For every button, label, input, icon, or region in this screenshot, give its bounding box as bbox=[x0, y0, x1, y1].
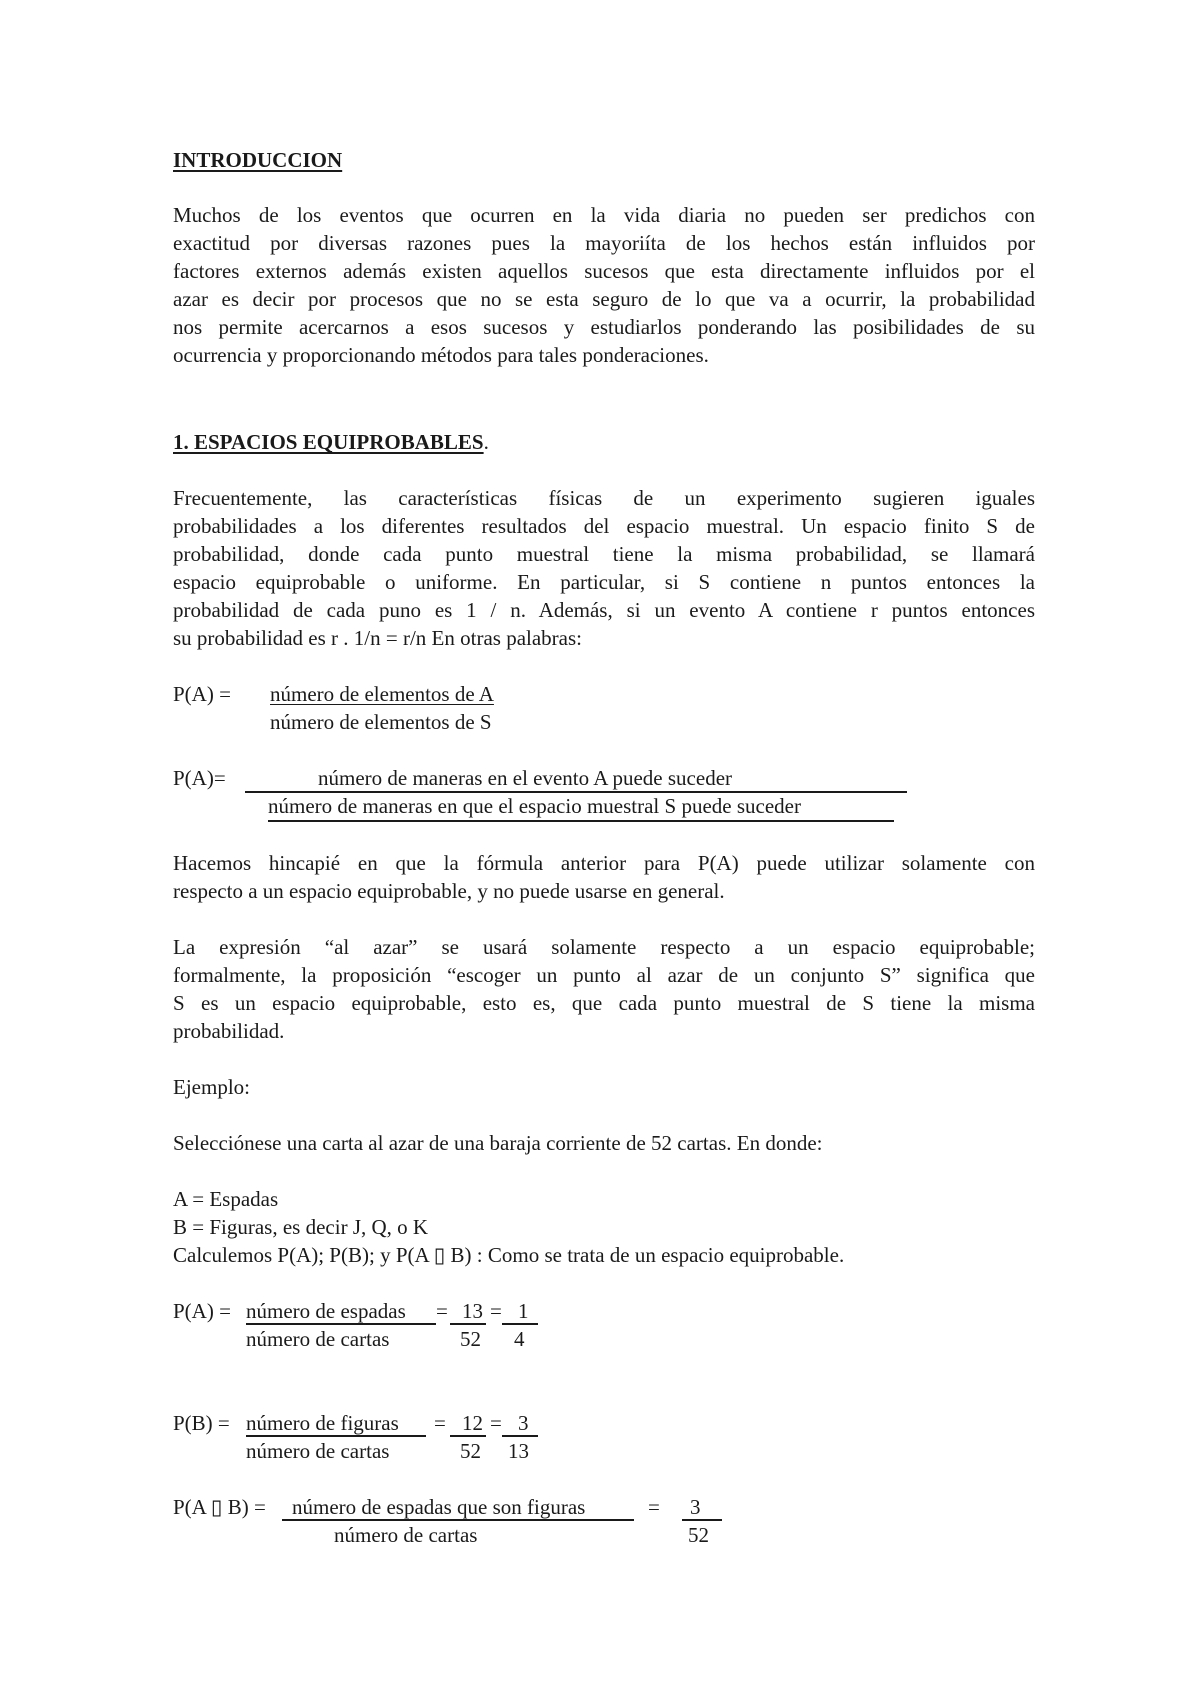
formula1-lhs: P(A) = bbox=[173, 682, 231, 706]
formula1-denominator: número de elementos de S bbox=[270, 710, 492, 734]
formula1-numerator: número de elementos de A bbox=[270, 682, 494, 706]
formula2-denominator-rule bbox=[268, 820, 894, 822]
eq-a-equals-1: = bbox=[436, 1299, 448, 1323]
para3-line-1: La expresión “al azar” se usará solamente respecto a un espacio equiprobable; bbox=[173, 935, 1035, 959]
eq-b-den-simpl: 13 bbox=[508, 1439, 529, 1463]
eq-b-lhs: P(B) = bbox=[173, 1411, 230, 1435]
para1-line-5: probabilidad de cada puno es 1 / n. Además, si un evento A contiene r puntos entonces bbox=[173, 598, 1035, 622]
para3-line-2: formalmente, la proposición “escoger un punto al azar de un conjunto S” significa que bbox=[173, 963, 1035, 987]
eq-b-den-text: número de cartas bbox=[246, 1439, 390, 1463]
eq-b-equals-1: = bbox=[434, 1411, 446, 1435]
para1-line-6: su probabilidad es r . 1/n = r/n En otras palabras: bbox=[173, 626, 582, 650]
eq-ab-num-value: 3 bbox=[690, 1495, 701, 1519]
eq-a-equals-2: = bbox=[490, 1299, 502, 1323]
example-label: Ejemplo: bbox=[173, 1075, 250, 1099]
eq-ab-lhs: P(A ▯ B) = bbox=[173, 1495, 266, 1519]
eq-ab-den-value: 52 bbox=[688, 1523, 709, 1547]
example-intro: Selecciónese una carta al azar de una baraja corriente de 52 cartas. En donde: bbox=[173, 1131, 823, 1155]
eq-a-den-simpl: 4 bbox=[514, 1327, 525, 1351]
formula2-lhs: P(A)= bbox=[173, 766, 226, 790]
hincapie-paragraph bbox=[173, 849, 1035, 905]
eq-ab-num-text: número de espadas que son figuras bbox=[292, 1495, 586, 1519]
eq-a-den-text: número de cartas bbox=[246, 1327, 390, 1351]
para1-line-2: probabilidades a los diferentes resultados del espacio muestral. Un espacio finito S de bbox=[173, 514, 1035, 538]
calc-line: Calculemos P(A); P(B); y P(A ▯ B) : Como se trata de un espacio equiprobable. bbox=[173, 1243, 845, 1267]
eq-b-num-simpl: 3 bbox=[518, 1411, 529, 1435]
eq-b-num-text: número de figuras bbox=[246, 1411, 399, 1435]
section-heading bbox=[173, 428, 489, 456]
intro-line-4: azar es decir por procesos que no se esta seguro de lo que va a ocurrir, la probabilidad bbox=[173, 287, 1035, 311]
eq-b-num-value: 12 bbox=[462, 1411, 483, 1435]
intro-paragraph bbox=[173, 201, 1035, 369]
eq-a-num-simpl: 1 bbox=[518, 1299, 529, 1323]
formula2-denominator: número de maneras en que el espacio muestral S puede suceder bbox=[268, 794, 801, 818]
intro-line-1: Muchos de los eventos que ocurren en la vida diaria no pueden ser predichos con bbox=[173, 203, 1035, 227]
eq-a-den-value: 52 bbox=[460, 1327, 481, 1351]
intro-line-5: nos permite acercarnos a esos sucesos y estudiarlos ponderando las posibilidades de su bbox=[173, 315, 1035, 339]
para1-line-3: probabilidad, donde cada punto muestral tiene la misma probabilidad, se llamará bbox=[173, 542, 1035, 566]
intro-line-3: factores externos además existen aquellos sucesos que esta directamente influidos por el bbox=[173, 259, 1035, 283]
equiprobable-paragraph bbox=[173, 484, 1035, 652]
al-azar-paragraph bbox=[173, 933, 1035, 1045]
intro-line-2: exactitud por diversas razones pues la mayoriíta de los hechos están influidos por bbox=[173, 231, 1035, 255]
para2-line-2: respecto a un espacio equiprobable, y no puede usarse en general. bbox=[173, 879, 725, 903]
section-heading-period: . bbox=[483, 430, 489, 454]
definition-a: A = Espadas bbox=[173, 1187, 279, 1211]
para3-line-4: probabilidad. bbox=[173, 1019, 285, 1043]
intro-heading: INTRODUCCION bbox=[173, 148, 343, 172]
intro-line-6: ocurrencia y proporcionando métodos para tales ponderaciones. bbox=[173, 343, 709, 367]
eq-ab-equals: = bbox=[648, 1495, 660, 1519]
para1-line-4: espacio equiprobable o uniforme. En particular, si S contiene n puntos entonces la bbox=[173, 570, 1035, 594]
formula2-numerator: número de maneras en el evento A puede suceder bbox=[318, 766, 733, 790]
eq-b-equals-2: = bbox=[490, 1411, 502, 1435]
eq-a-lhs: P(A) = bbox=[173, 1299, 231, 1323]
para2-line-1: Hacemos hincapié en que la fórmula anterior para P(A) puede utilizar solamente con bbox=[173, 851, 1035, 875]
para1-line-1: Frecuentemente, las características físicas de un experimento sugieren iguales bbox=[173, 486, 1035, 510]
eq-b-den-value: 52 bbox=[460, 1439, 481, 1463]
definition-b: B = Figuras, es decir J, Q, o K bbox=[173, 1215, 429, 1239]
section-heading-text: 1. ESPACIOS EQUIPROBABLES bbox=[173, 430, 484, 454]
eq-a-num-text: número de espadas bbox=[246, 1299, 406, 1323]
eq-ab-den-text: número de cartas bbox=[334, 1523, 478, 1547]
para3-line-3: S es un espacio equiprobable, esto es, que cada punto muestral de S tiene la misma bbox=[173, 991, 1035, 1015]
eq-a-num-value: 13 bbox=[462, 1299, 483, 1323]
